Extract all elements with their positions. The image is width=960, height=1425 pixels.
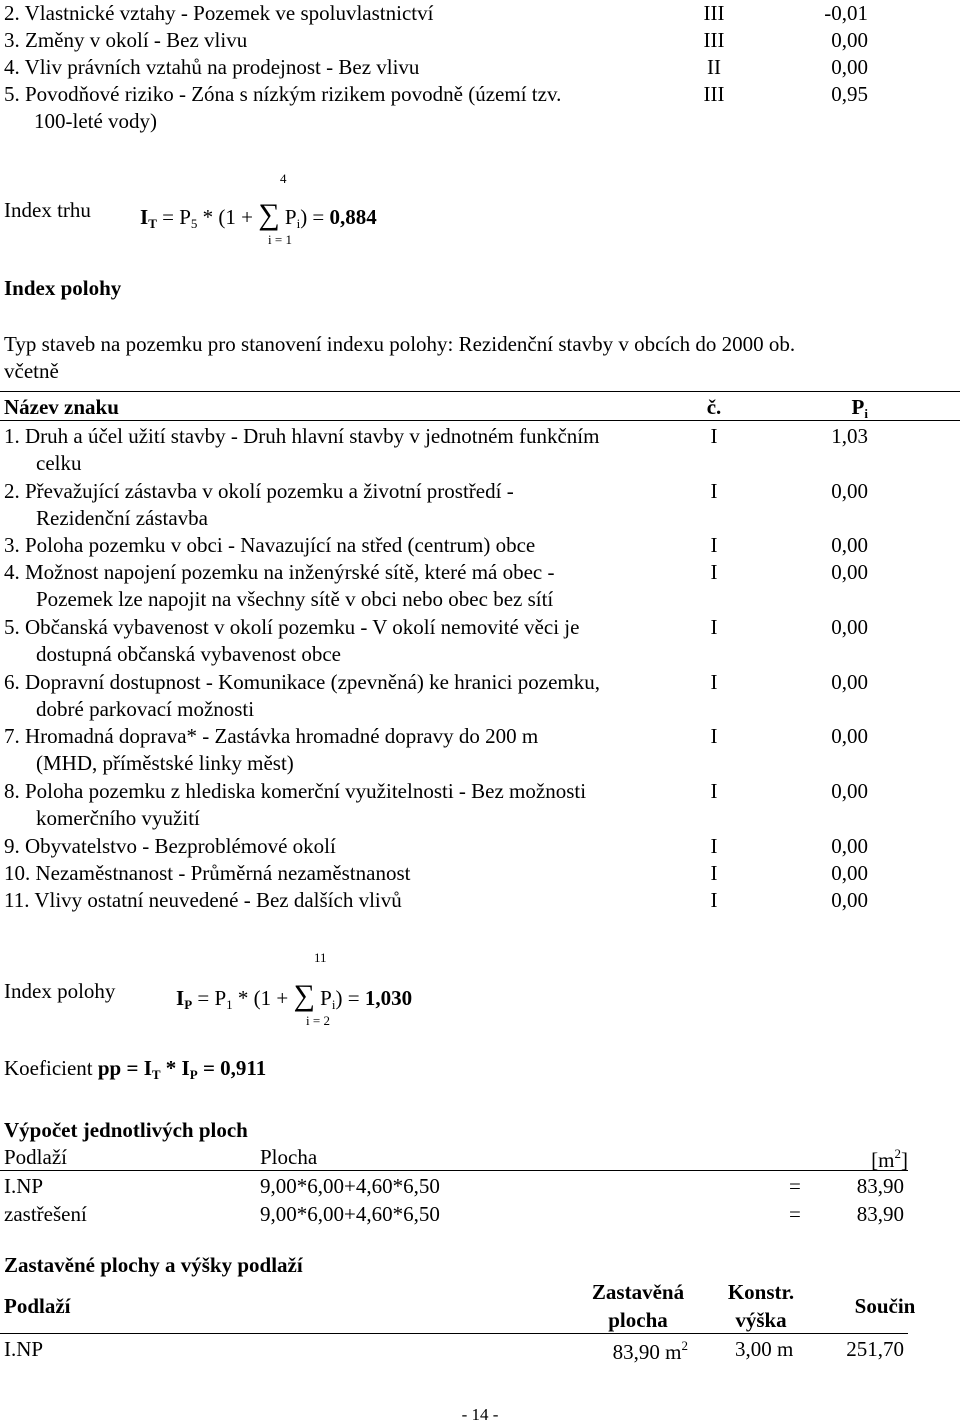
- factor-text: 3. Změny v okolí - Bez vlivu: [4, 28, 248, 52]
- sum-lower-limit: i = 2: [306, 1013, 330, 1028]
- factor-class: II: [707, 55, 721, 79]
- koeficient-pp: Koeficient pp = $I_T * I_P = 0,911$: [4, 1056, 267, 1082]
- vypocet-header-rule: [0, 1170, 908, 1171]
- index-trhu-equation: $I_T = P_5 * (1$ + ∑ $P_i) = 0,884$: [140, 198, 377, 231]
- table-header-rule: [0, 420, 960, 421]
- factor-value: 0,95: [831, 82, 868, 106]
- factor-class: III: [703, 82, 725, 106]
- column-header-zastavena: Zastavěná: [591, 1280, 685, 1304]
- column-header-plocha: plocha: [608, 1308, 668, 1332]
- column-header-vyska: výška: [735, 1308, 787, 1332]
- factor-text-continuation: 100-leté vody): [34, 109, 158, 133]
- factor-value: 0,00: [831, 55, 868, 79]
- sum-lower-limit: i = 1: [268, 232, 292, 247]
- table-top-rule: [0, 391, 960, 392]
- column-header-podlazi: Podlaží: [4, 1145, 67, 1169]
- sum-upper-limit: 11: [314, 950, 327, 965]
- sigma-icon: ∑: [293, 979, 315, 1012]
- factor-text: 2. Vlastnické vztahy - Pozemek ve spoluvlastnictví: [4, 1, 434, 25]
- sigma-icon: ∑: [258, 198, 280, 231]
- column-header-konstr: Konstr.: [727, 1280, 795, 1304]
- column-header-soucin: Součin: [854, 1294, 916, 1318]
- index-polohy-result: 1,030: [364, 986, 413, 1010]
- sum-upper-limit: 4: [280, 171, 287, 186]
- column-header-number: č.: [706, 395, 722, 419]
- index-trhu-label: Index trhu: [4, 198, 91, 222]
- column-header-unit: $[m^2]$: [871, 1146, 908, 1172]
- column-header-pi: $P_i$: [851, 395, 868, 421]
- factor-value: -0,01: [824, 1, 868, 25]
- factor-text: 4. Vliv právních vztahů na prodejnost - Bez vlivu: [4, 55, 420, 79]
- typ-staveb-text: Typ staveb na pozemku pro stanovení indexu polohy: Rezidenční stavby v obcích do 2000 ob.: [4, 332, 796, 356]
- zastavene-title: Zastavěné plochy a výšky podlaží: [4, 1253, 303, 1277]
- factor-text: 5. Povodňové riziko - Zóna s nízkým rizikem povodně (území tzv.: [4, 82, 562, 106]
- koeficient-result: = 0,911: [197, 1056, 267, 1080]
- factor-value: 0,00: [831, 28, 868, 52]
- factor-class: III: [703, 28, 725, 52]
- index-polohy-equation: $I_P = P_1 * (1$ + ∑ $P_i) = 1,030$: [176, 979, 413, 1012]
- index-trhu-result: 0,884: [329, 205, 377, 229]
- page-number: - 14 -: [461, 1405, 499, 1424]
- column-header-name: Název znaku: [4, 395, 119, 419]
- typ-staveb-continuation: včetně: [4, 359, 59, 383]
- column-header-plocha: Plocha: [260, 1145, 318, 1169]
- index-polohy-heading: Index polohy: [4, 276, 122, 300]
- zastavene-header-rule: [0, 1333, 908, 1334]
- index-polohy-label: Index polohy: [4, 979, 116, 1003]
- vypocet-title: Výpočet jednotlivých ploch: [4, 1118, 248, 1142]
- column-header-podlazi: Podlaží: [4, 1294, 71, 1318]
- factor-class: III: [703, 1, 725, 25]
